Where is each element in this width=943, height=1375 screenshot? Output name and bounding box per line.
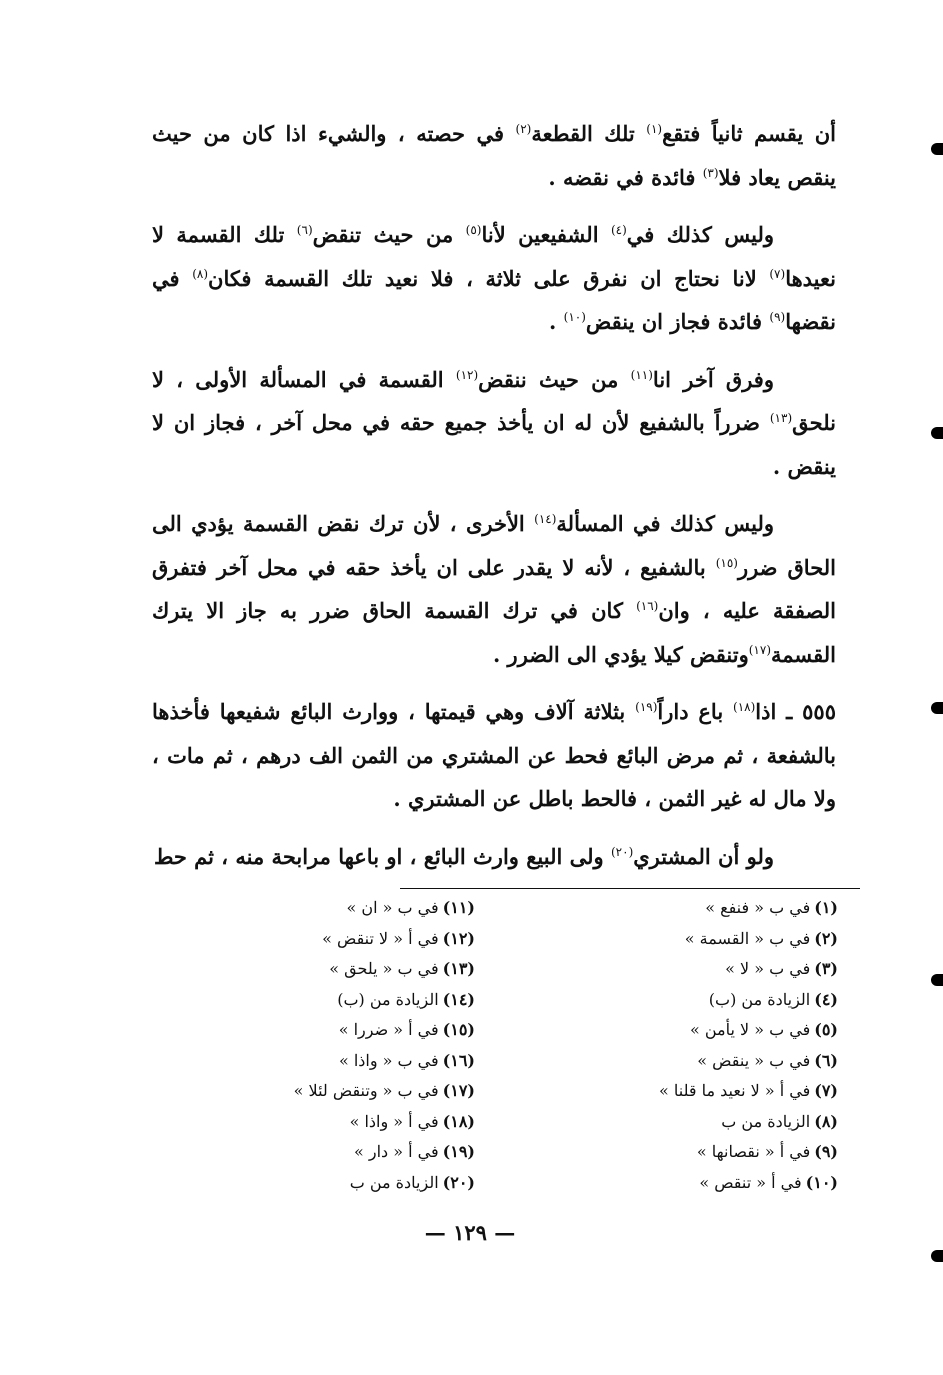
footnote-text: في أ « نقصانها » <box>696 1142 811 1161</box>
text-run: من حيث ننقض <box>478 366 631 392</box>
footnote-number: (١٥) <box>442 1020 475 1039</box>
footnote-text: في ب « واذا » <box>338 1050 439 1070</box>
footnote <box>478 1107 838 1138</box>
footnote-ref: (١) <box>646 122 663 136</box>
footnote-ref: (٣) <box>702 165 719 180</box>
footnote-text: في أ « ضررا » <box>338 1020 439 1039</box>
text-run: . <box>549 309 564 334</box>
footnote-ref: (٢٠) <box>610 844 634 859</box>
footnote-number: (١٢) <box>442 928 475 948</box>
footnote-ref: (١٠) <box>563 310 586 324</box>
page-number: — ١٢٩ — <box>424 1220 516 1245</box>
footnote-number: (٢٠) <box>442 1172 475 1192</box>
text-run: من حيث تنقض <box>312 222 466 247</box>
footnote <box>115 893 475 924</box>
footnote-number: (١١) <box>442 898 475 917</box>
text-run: وليس كذلك في المسألة <box>556 511 775 536</box>
text-run: لانا نحتاج ان نفرق على ثلاثة ، فلا نعيد تلك القسمة فكان <box>208 265 770 291</box>
footnote <box>478 985 838 1016</box>
footnote-text: في ب « ينقض » <box>697 1050 811 1070</box>
footnote <box>478 1046 838 1077</box>
footnote-text: الزيادة من (ب) <box>337 989 439 1009</box>
footnote-number: (٦) <box>814 1050 838 1070</box>
paragraph <box>152 690 836 821</box>
text-run: فائدة فجاز ان ينقض <box>585 309 770 334</box>
footnote-text: في أ « واذا » <box>349 1111 439 1131</box>
footnotes-right-column <box>478 893 838 1198</box>
footnote-text: في ب « القسمة » <box>684 928 811 948</box>
footnote-ref: (٩) <box>769 310 786 324</box>
footnote <box>115 985 475 1016</box>
margin-edge-mark <box>931 702 943 714</box>
footnote <box>115 1168 475 1199</box>
footnote-ref: (١٢) <box>455 367 479 382</box>
footnote-number: (١٦) <box>442 1050 475 1070</box>
footnote <box>478 893 838 924</box>
text-run: وتنقض كيلا يؤدي الى الضرر . <box>492 641 749 667</box>
footnote-number: (٣) <box>814 959 838 978</box>
footnote-text: في ب « يلحق » <box>329 959 439 978</box>
footnote-text: الزيادة من (ب) <box>708 989 811 1009</box>
footnote-ref: (١٤) <box>534 512 557 526</box>
text-run: بالشفيع ، لأنه لا يقدر على ان يأخذ حقه في محل آخر فتفرق الصفقة عليه ، وان <box>152 554 836 623</box>
footnotes-left-column <box>115 893 475 1198</box>
text-run: في نقضها <box>152 265 836 334</box>
text-run: وليس كذلك في <box>626 222 774 247</box>
footnote-text: في أ « تنقص » <box>699 1172 802 1192</box>
footnote-number: (١٣) <box>442 959 475 978</box>
footnote-text: في أ « لا تنقض » <box>322 928 439 948</box>
footnote <box>478 924 838 955</box>
footnote-number: (٩) <box>814 1142 838 1161</box>
footnote <box>115 1076 475 1107</box>
margin-edge-mark <box>931 143 943 155</box>
footnote-ref: (١١) <box>630 367 653 382</box>
footnote <box>478 1168 838 1199</box>
text-run: ولى البيع وارث البائع ، او باعها مرابحة منه ، ثم حط <box>153 843 611 869</box>
footnote-ref: (١٩) <box>635 700 658 714</box>
footnote <box>115 1137 475 1168</box>
footnote <box>115 1046 475 1077</box>
footnote <box>478 954 838 985</box>
footnote-number: (٧) <box>814 1081 838 1100</box>
margin-edge-mark <box>931 974 943 986</box>
footnote <box>115 1107 475 1138</box>
text-run: ولو أن المشتري <box>633 843 774 869</box>
footnote-text: في ب « ان » <box>346 898 439 917</box>
text-run: وفرق آخر انا <box>652 366 774 392</box>
text-run: في حصته ، والشيء اذا كان من حيث ينقص يعاد فلا <box>152 121 836 190</box>
text-run: الأخرى ، لأن ترك نقض القسمة يؤدي الى الحاق ضرر <box>152 511 836 580</box>
footnote-text: في ب « فنفع » <box>705 898 811 917</box>
margin-edge-mark <box>931 427 943 439</box>
footnote-ref: (٦) <box>296 223 313 237</box>
footnote-ref: (١٣) <box>769 411 793 425</box>
text-run: تلك القسمة لا نعيدها <box>152 222 836 291</box>
text-run: الشفيعين لأنا <box>481 222 611 247</box>
footnote <box>478 1137 838 1168</box>
footnote-ref: (٧) <box>769 266 786 281</box>
footnote-ref: (١٨) <box>733 700 756 714</box>
text-run: كان في ترك القسمة الحاق ضرر به جاز الا يترك القسمة <box>152 598 836 667</box>
footnote-text: في أ « دار » <box>354 1142 439 1161</box>
footnote-number: (٨) <box>814 1111 838 1131</box>
paragraph <box>152 502 836 676</box>
footnote-ref: (١٦) <box>636 599 659 613</box>
footnote-ref: (٨) <box>192 266 209 281</box>
footnote-number: (١٨) <box>442 1111 475 1131</box>
footnote <box>115 1015 475 1046</box>
footnote-number: (١٠) <box>805 1172 838 1192</box>
footnote-number: (٥) <box>814 1020 838 1039</box>
footnote <box>478 1015 838 1046</box>
footnote-number: (١٩) <box>442 1142 475 1161</box>
text-run: ٥٥٥ ـ اذا <box>755 699 836 724</box>
footnote <box>478 1076 838 1107</box>
footnote-number: (١) <box>814 898 838 917</box>
footnote-text: في ب « لا يأمن » <box>689 1020 811 1039</box>
footnote-ref: (٥) <box>465 223 482 237</box>
footnote-ref: (١٥) <box>715 555 738 570</box>
footnote-separator <box>400 888 860 889</box>
footnote-number: (٤) <box>814 989 838 1009</box>
footnote-ref: (١٧) <box>748 642 771 657</box>
footnote-text: الزيادة من ب <box>349 1172 439 1192</box>
text-run: باع داراً <box>657 699 734 724</box>
text-run: ضرراً بالشفيع لأن له ان يأخذ جميع حقه في محل آخر ، فجاز ان لا ينقض . <box>152 410 836 479</box>
footnote-ref: (٤) <box>610 223 627 237</box>
text-run: فائدة في نقضه . <box>548 164 703 190</box>
footnote <box>115 954 475 985</box>
footnote-number: (١٧) <box>442 1081 475 1100</box>
main-text <box>152 112 836 878</box>
footnote-text: الزيادة من ب <box>721 1111 811 1131</box>
paragraph <box>152 835 836 879</box>
paragraph <box>152 213 836 344</box>
footnote <box>115 924 475 955</box>
footnote-text: في ب « لا » <box>725 959 811 978</box>
footnote-number: (١٤) <box>442 989 475 1009</box>
text-run: تلك القطعة <box>531 121 647 146</box>
footnote-text: في أ « لا نعيد ما قلنا » <box>659 1081 811 1100</box>
text-run: بثلاثة آلاف وهي قيمتها ، ووارث البائع شفيعها فأخذها بالشفعة ، ثم مرض البائع فحط عن المشتري من الثمن الف درهم ، ثم مات ، ولا مال له غير الثمن ، فالحط باطل عن المشتري . <box>152 699 836 811</box>
paragraph <box>152 358 836 489</box>
footnote-number: (٢) <box>814 928 838 948</box>
footnote-text: في ب « وتنقض لئلا » <box>293 1081 439 1100</box>
text-run: القسمة في المسألة الأولى ، لا نلحق <box>152 366 836 435</box>
text-run: أن يقسم ثانياً فتقع <box>662 121 837 146</box>
margin-edge-mark <box>931 1250 943 1262</box>
footnote-ref: (٢) <box>515 122 532 136</box>
paragraph <box>152 112 836 199</box>
